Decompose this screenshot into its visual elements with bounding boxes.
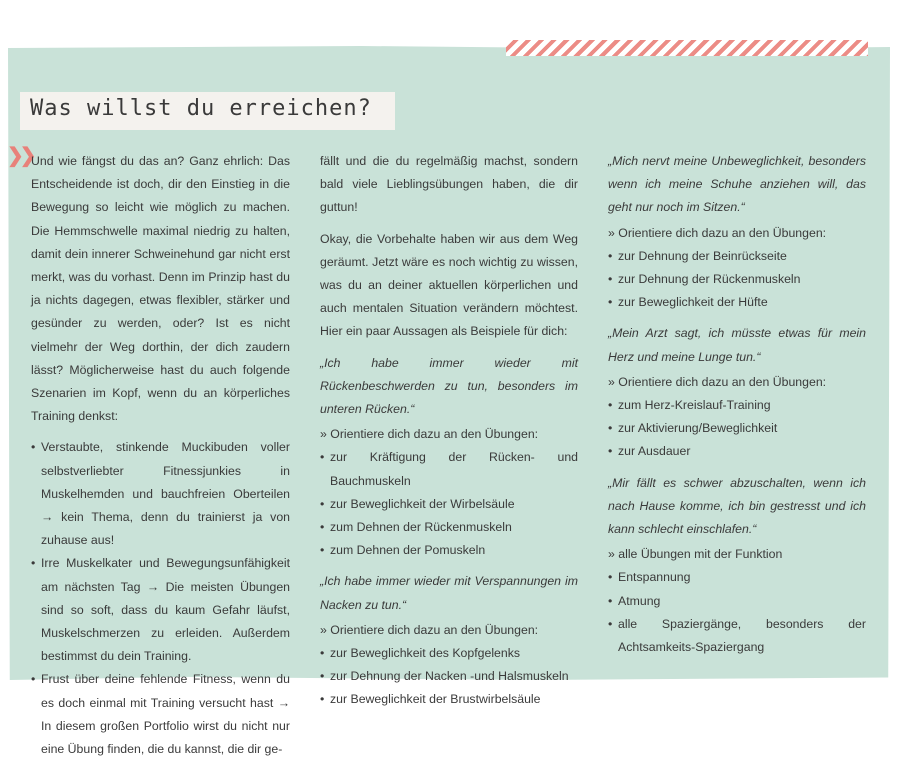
quote-back: „Ich habe immer wieder mit Rückenbeschwerden zu tun, besonders im unteren Rücken.“: [320, 355, 578, 417]
exercise-list-mobility: [608, 245, 866, 315]
column-3: [608, 150, 866, 667]
intro-paragraph-2: Okay, die Vorbehalte haben wir aus dem Weg geräumt. Jetzt wäre es noch wichtig zu wissen, was du an deiner aktuellen körperlichen und auch mentalen Situation verändern möchtest. Hier ein paar Aussagen als Beispiele für dich:: [320, 231, 578, 339]
intro-paragraph: Und wie fängst du das an? Ganz ehrlich: Das Entscheidende ist doch, dir den Einstieg in die Bewegung so leicht wie möglich zu machen. Die Hemmschwelle maximal niedrig zu halten, damit dein innerer Schweinehund gar nicht erst merkt, was du vorhast. Denn im Prinzip hast du ja nichts dagegen, etwas flexibler, stärker und gesünder zu werden, oder? Ist es nicht vielmehr der Weg dorthin, der dich zaudern lässt? Möglicherweise hast du auch folgende Szenarien im Kopf, wenn du an körperliches Training denkst:: [31, 154, 290, 424]
orient-line: » Orientiere dich dazu an den Übungen:: [320, 427, 539, 442]
list-item: • zur Dehnung der Rückenmuskeln: [608, 268, 866, 291]
list-item: • Verstaubte, stinkende Muckibuden voller selbstverliebter Fitnessjunkies in Muskelhemden und bauchfreien Oberteilen → kein Thema, denn du trainierst ja von zuhause aus!: [31, 436, 290, 552]
list-item: • zur Beweglichkeit der Brustwirbelsäule: [320, 688, 578, 711]
list-item: • zur Beweglichkeit der Wirbelsäule: [320, 493, 578, 516]
scenario-list: [31, 436, 290, 761]
page-title: Was willst du erreichen?: [30, 96, 372, 121]
exercise-list-neck: [320, 642, 578, 712]
list-item: • Atmung: [608, 590, 866, 613]
list-item: • alle Spaziergänge, besonders der Achtsamkeits-Spaziergang: [608, 613, 866, 659]
exercise-list-back: [320, 446, 578, 562]
list-item: • zur Ausdauer: [608, 440, 866, 463]
list-item: • Irre Muskelkater und Bewegungsunfähigkeit am nächsten Tag → Die meisten Übungen sind so soft, dass du kaum Gefahr läufst, Muskelschmerzen zu erleiden. Außerdem bestimmst du dein Training.: [31, 552, 290, 668]
orient-line: » Orientiere dich dazu an den Übungen:: [320, 622, 539, 637]
list-item: • zur Beweglichkeit der Hüfte: [608, 291, 866, 314]
list-item: • zum Dehnen der Rückenmuskeln: [320, 516, 578, 539]
orient-line: » alle Übungen mit der Funktion: [608, 547, 783, 562]
list-item: • Entspannung: [608, 566, 866, 589]
list-item: • zum Herz-Kreislauf-Training: [608, 394, 866, 417]
orient-line: » Orientiere dich dazu an den Übungen:: [608, 225, 827, 240]
quote-heart: „Mein Arzt sagt, ich müsste etwas für mein Herz und meine Lunge tun.“: [608, 326, 866, 364]
quote-stress: „Mir fällt es schwer abzuschalten, wenn ich nach Hause komme, ich bin gestresst und ich kann schlecht einschlafen.“: [608, 475, 866, 537]
list-item: • zur Beweglichkeit des Kopfgelenks: [320, 642, 578, 665]
column-2: [320, 150, 578, 720]
quote-mobility: „Mich nervt meine Unbeweglichkeit, besonders wenn ich meine Schuhe anziehen will, das geht nur noch im Sitzen.“: [608, 154, 866, 215]
list-item: • zur Dehnung der Nacken -und Halsmuskeln: [320, 665, 578, 688]
exercise-list-heart: [608, 394, 866, 464]
decorative-tape: [506, 40, 868, 56]
list-item: • zur Kräftigung der Rücken- und Bauchmuskeln: [320, 446, 578, 492]
orient-line: » Orientiere dich dazu an den Übungen:: [608, 374, 827, 389]
list-item: • zum Dehnen der Pomuskeln: [320, 539, 578, 562]
exercise-list-relax: [608, 566, 866, 659]
column-1: [31, 150, 290, 761]
list-item: • zur Dehnung der Beinrückseite: [608, 245, 866, 268]
continuation-paragraph: fällt und die du regelmäßig machst, sondern bald viele Lieblingsübungen haben, die dir guttun!: [320, 154, 578, 215]
quote-neck: „Ich habe immer wieder mit Verspannungen im Nacken zu tun.“: [320, 574, 578, 612]
chevron-right-icon: ❯❯: [7, 145, 33, 167]
list-item: • Frust über deine fehlende Fitness, wenn du es doch einmal mit Training versucht hast → In diesem großen Portfolio wirst du nicht nur eine Übung finden, die du kannst, die dir ge-: [31, 668, 290, 761]
list-item: • zur Aktivierung/Beweglichkeit: [608, 417, 866, 440]
